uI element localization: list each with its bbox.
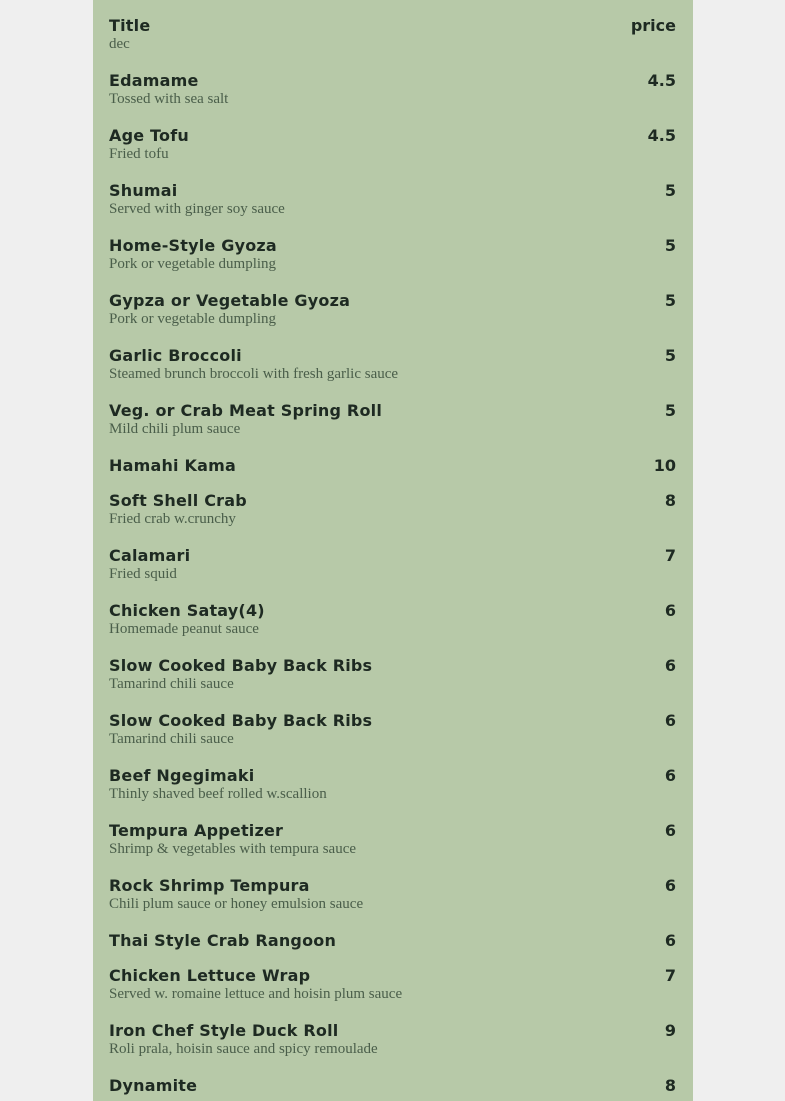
item-desc: Tossed with sea salt bbox=[109, 91, 229, 107]
item-desc: Served w. romaine lettuce and hoisin plum sauce bbox=[109, 986, 403, 1002]
item-price: 6 bbox=[664, 931, 676, 950]
item-desc: Fried crab w.crunchy bbox=[109, 511, 236, 527]
item-price: 9 bbox=[664, 1021, 676, 1040]
item-desc: Steamed brunch broccoli with fresh garlic sauce bbox=[109, 366, 399, 382]
item-price: 4.5 bbox=[647, 71, 676, 90]
item-desc: Fried squid bbox=[109, 566, 177, 582]
item-desc: Thinly shaved beef rolled w.scallion bbox=[109, 786, 327, 802]
item-desc: Mild chili plum sauce bbox=[109, 421, 241, 437]
item-desc: Homemade peanut sauce bbox=[109, 621, 259, 637]
item-price: 6 bbox=[664, 656, 676, 675]
item-price: 8 bbox=[664, 491, 676, 510]
item-desc: Tamarind chili sauce bbox=[109, 731, 234, 747]
header-desc: dec bbox=[109, 36, 130, 52]
item-name: Rock Shrimp Tempura bbox=[109, 876, 310, 895]
item-price: 6 bbox=[664, 711, 676, 730]
item-name: Chicken Lettuce Wrap bbox=[109, 966, 311, 985]
item-price: 6 bbox=[664, 766, 676, 785]
item-name: Gypza or Vegetable Gyoza bbox=[109, 291, 351, 310]
item-price: 7 bbox=[664, 546, 676, 565]
item-name: Age Tofu bbox=[109, 126, 189, 145]
item-name: Iron Chef Style Duck Roll bbox=[109, 1021, 339, 1040]
item-name: Thai Style Crab Rangoon bbox=[109, 931, 337, 950]
item-name: Veg. or Crab Meat Spring Roll bbox=[109, 401, 383, 420]
item-price: 7 bbox=[664, 966, 676, 985]
item-price: 6 bbox=[664, 876, 676, 895]
item-name: Calamari bbox=[109, 546, 191, 565]
menu-panel bbox=[93, 0, 693, 1101]
item-desc: Chili plum sauce or honey emulsion sauce bbox=[109, 896, 364, 912]
item-name: Garlic Broccoli bbox=[109, 346, 242, 365]
item-name: Edamame bbox=[109, 71, 199, 90]
header-price: price bbox=[630, 16, 676, 35]
item-price: 6 bbox=[664, 821, 676, 840]
item-name: Soft Shell Crab bbox=[109, 491, 247, 510]
item-price: 4.5 bbox=[647, 126, 676, 145]
item-price: 6 bbox=[664, 601, 676, 620]
item-price: 5 bbox=[664, 181, 676, 200]
item-name: Tempura Appetizer bbox=[109, 821, 284, 840]
item-price: 5 bbox=[664, 291, 676, 310]
item-desc: Pork or vegetable dumpling bbox=[109, 311, 277, 327]
item-name: Beef Ngegimaki bbox=[109, 766, 255, 785]
item-price: 8 bbox=[664, 1076, 676, 1095]
item-desc: Pork or vegetable dumpling bbox=[109, 256, 277, 272]
item-desc: Shrimp & vegetables with tempura sauce bbox=[109, 841, 357, 857]
item-price: 10 bbox=[653, 456, 676, 475]
item-name: Slow Cooked Baby Back Ribs bbox=[109, 656, 373, 675]
header-title: Title bbox=[109, 16, 151, 35]
item-price: 5 bbox=[664, 346, 676, 365]
item-price: 5 bbox=[664, 236, 676, 255]
item-desc: Tamarind chili sauce bbox=[109, 676, 234, 692]
item-name: Home-Style Gyoza bbox=[109, 236, 277, 255]
item-name: Shumai bbox=[109, 181, 178, 200]
item-name: Chicken Satay(4) bbox=[109, 601, 265, 620]
item-desc: Fried tofu bbox=[109, 146, 169, 162]
item-price: 5 bbox=[664, 401, 676, 420]
item-desc: Roli prala, hoisin sauce and spicy remoulade bbox=[109, 1041, 378, 1057]
item-name: Dynamite bbox=[109, 1076, 198, 1095]
item-name: Hamahi Kama bbox=[109, 456, 236, 475]
item-name: Slow Cooked Baby Back Ribs bbox=[109, 711, 373, 730]
item-desc: Served with ginger soy sauce bbox=[109, 201, 285, 217]
